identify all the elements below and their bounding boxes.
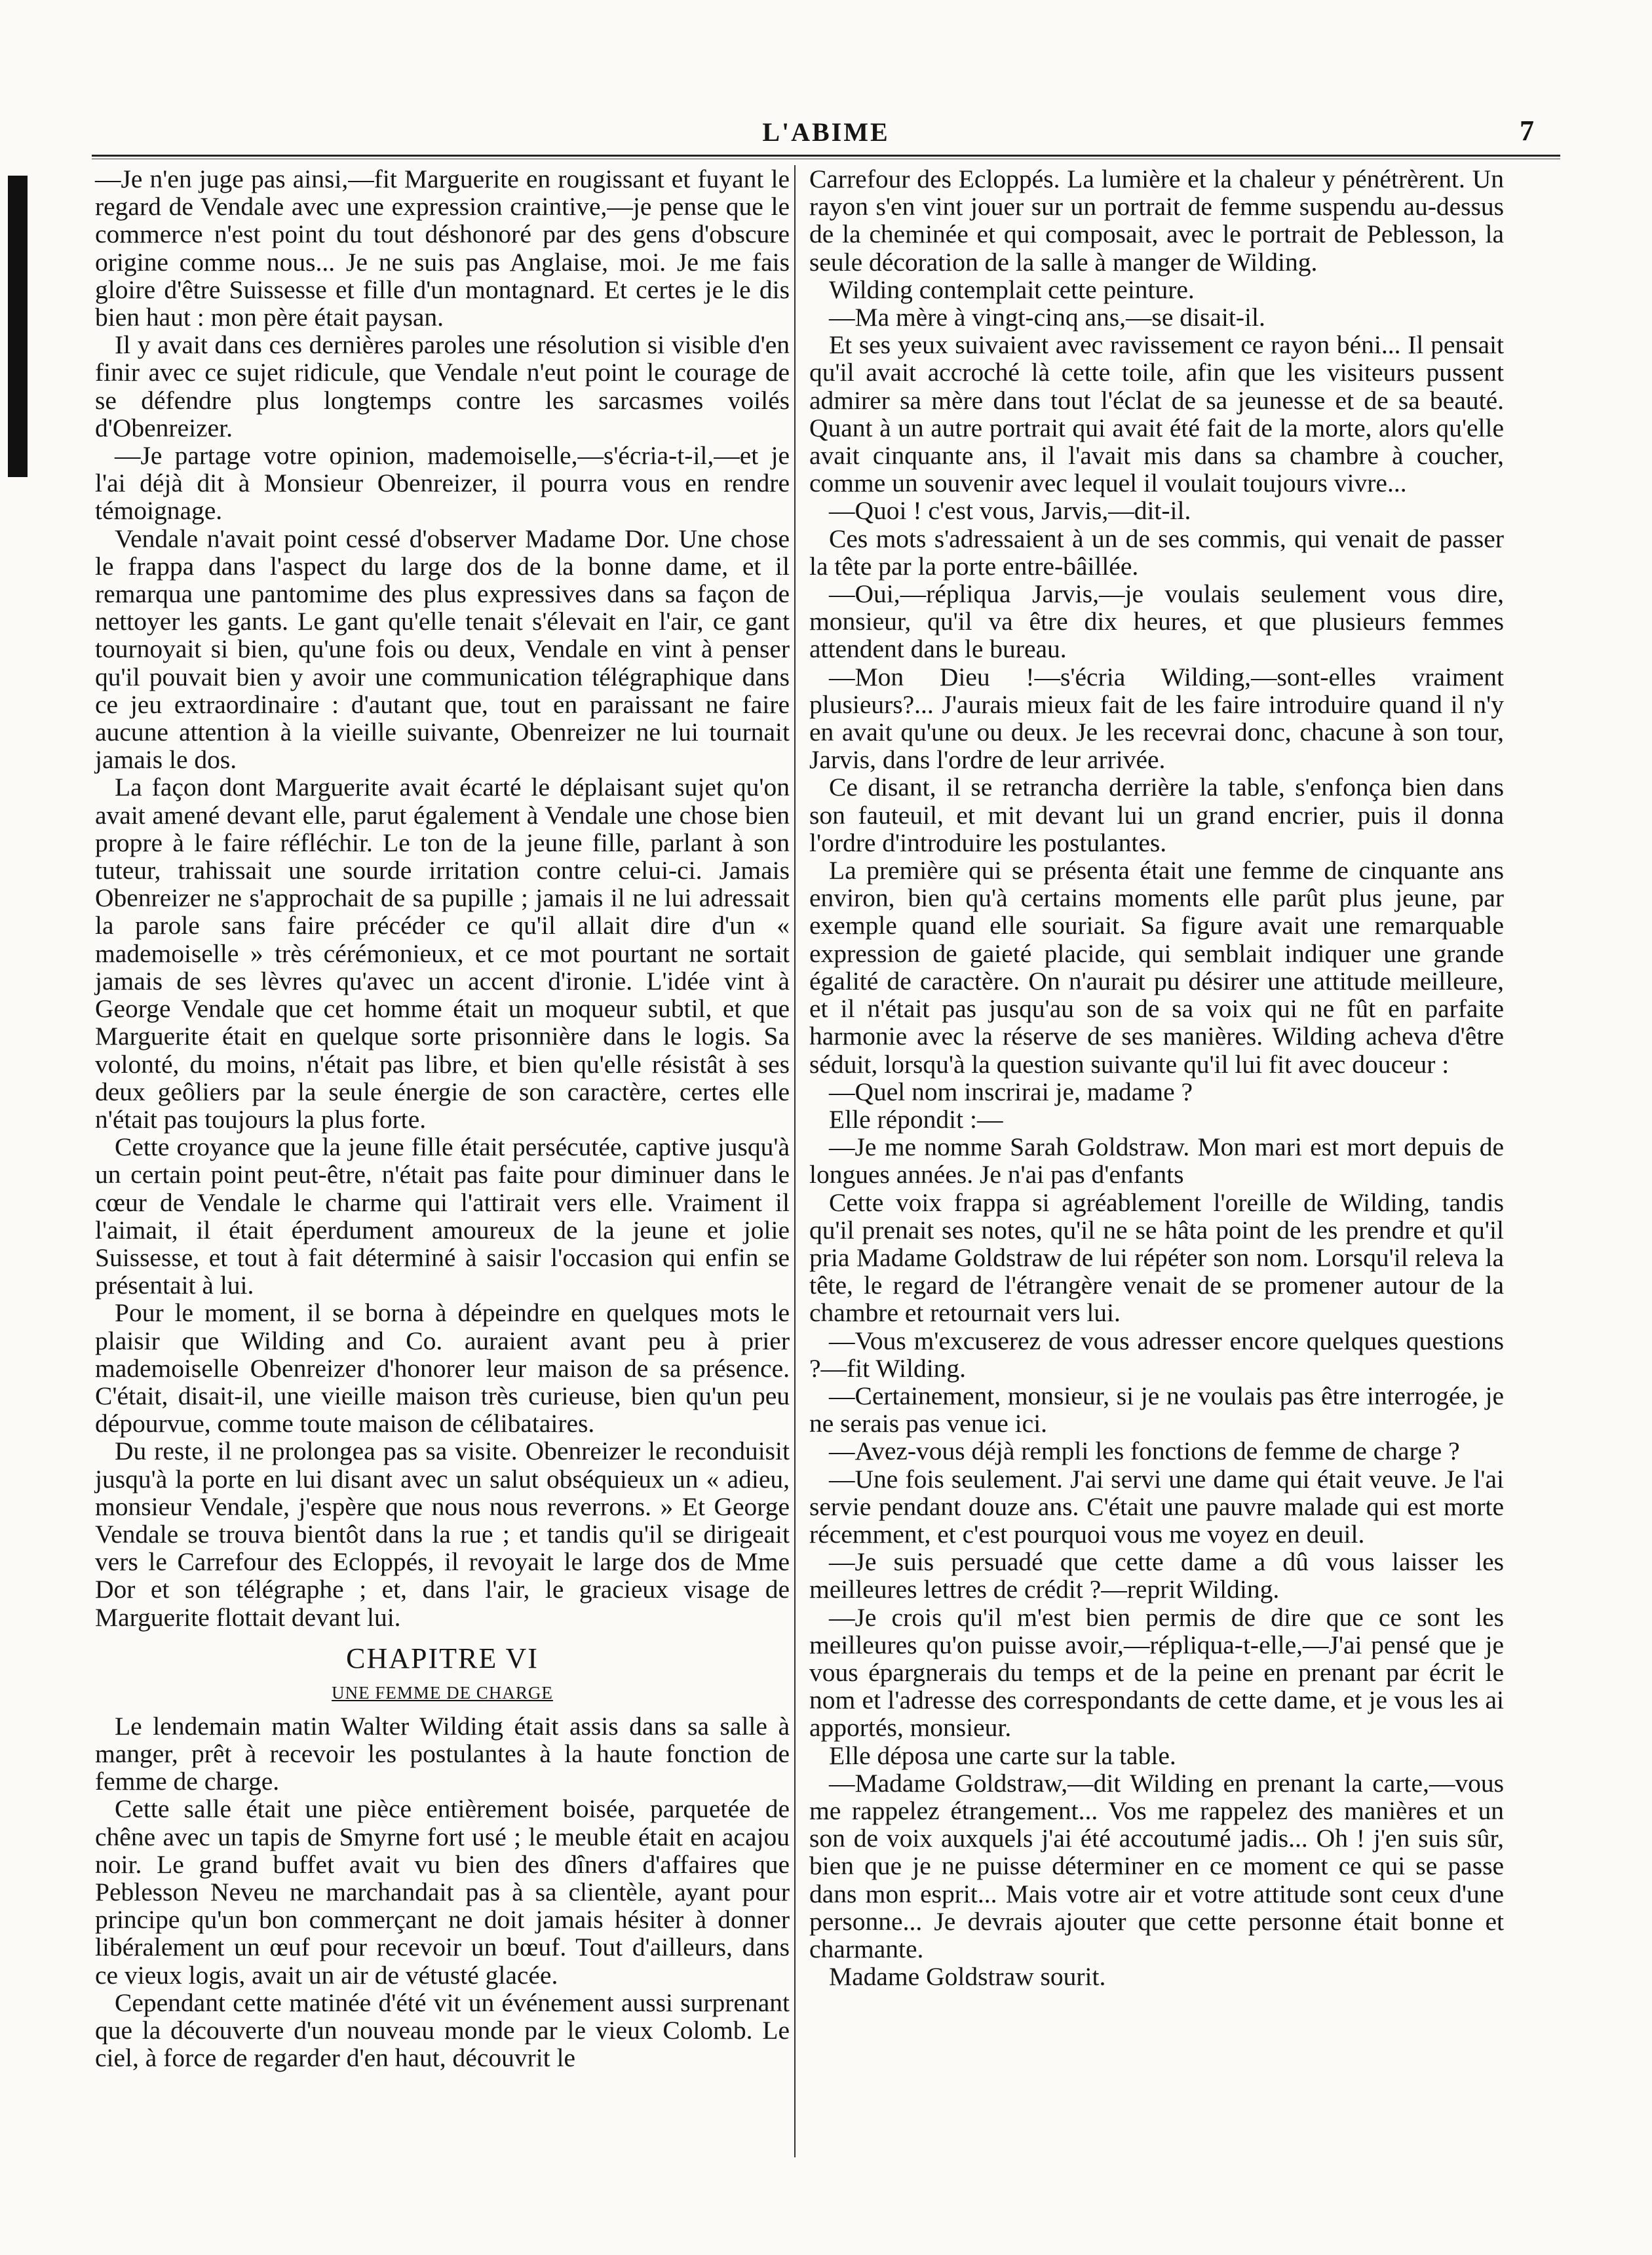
paragraph: Cependant cette matinée d'été vit un événement aussi surprenant que la découverte d'un nouveau monde par le vieux Colomb. Le ciel, à force de regarder d'en haut, découvrit le (95, 1988, 790, 2073)
paragraph: —Oui,—répliqua Jarvis,—je voulais seulement vous dire, monsieur, qu'il va être dix heures, et que plusieurs femmes attendent dans le bureau. (809, 579, 1504, 664)
paragraph: —Je suis persuadé que cette dame a dû vous laisser les meilleures lettres de crédit ?—reprit Wilding. (809, 1547, 1504, 1604)
paragraph: —Je n'en juge pas ainsi,—fit Marguerite en rougissant et fuyant le regard de Vendale avec une expression craintive,—je pense que le commerce n'est point du tout déshonoré par des gens d'obscure origine comme nous... Je ne suis pas Anglaise, moi. Je me fais gloire d'être Suissesse et fille d'un montagnard. Et certes je le dis bien haut : mon père était paysan. (95, 164, 790, 332)
paragraph: —Mon Dieu !—s'écria Wilding,—sont-elles vraiment plusieurs?... J'aurais mieux fait de les faire introduire quand il n'y en avait qu'une ou deux. Je les recevrai donc, chacune à son tour, Jarvis, dans l'ordre de leur arrivée. (809, 662, 1504, 775)
paragraph: —Quel nom inscrirai je, madame ? (829, 1077, 1193, 1106)
paragraph: Cette voix frappa si agréablement l'oreille de Wilding, tandis qu'il prenait ses notes, qu'il ne se hâta point de les prendre et qu'il pria Madame Goldstraw de lui répéter son nom. Lorsqu'il releva la tête, le regard de l'étrangère venait de se promener autour de la chambre et retournait vers lui. (809, 1187, 1504, 1328)
column-divider (794, 165, 796, 2157)
paragraph: La façon dont Marguerite avait écarté le déplaisant sujet qu'on avait amené devant elle, parut également à Vendale une chose bien propre à le faire réfléchir. Le ton de la jeune fille, parlant à son tuteur, trahissait une sourde irritation contre celui-ci. Jamais Obenreizer ne s'approchait de sa pupille ; jamais il ne lui adressait la parole sans faire précéder ce qu'il allait dire d'un « mademoiselle » très cérémonieux, et ce mot pourtant ne sortait jamais de ses lèvres qu'avec un accent d'ironie. L'idée vint à George Vendale que cet homme était un moqueur subtil, et que Marguerite était en quelque sorte prisonnière dans le logis. Sa volonté, du moins, n'était pas libre, et bien qu'elle résistât à ses deux geôliers par la seule énergie de son caractère, certes elle n'était pas toujours la plus forte. (95, 773, 790, 1134)
running-title: L'ABIME (762, 117, 890, 147)
paragraph: Cette croyance que la jeune fille était persécutée, captive jusqu'à un certain point peut-être, n'était pas faite pour diminuer dans le cœur de Vendale le charme qui l'attirait vers elle. Vraiment il l'aimait, il était éperdument amoureux de la jeune et jolie Suissesse, et tout à fait déterminé à saisir l'occasion qui enfin se présentait à lui. (95, 1132, 790, 1300)
left-column (95, 165, 790, 2072)
paragraph: Ces mots s'adressaient à un de ses commis, qui venait de passer la tête par la porte entre-bâillée. (809, 524, 1504, 581)
paragraph: Pour le moment, il se borna à dépeindre en quelques mots le plaisir que Wilding and Co. auraient avant peu à prier mademoiselle Obenreizer d'honorer leur maison de sa présence. C'était, disait-il, une vieille maison très curieuse, bien qu'un peu dépourvue, comme toute maison de célibataires. (95, 1298, 790, 1438)
paragraph: —Quoi ! c'est vous, Jarvis,—dit-il. (829, 496, 1191, 526)
paragraph: Cette salle était une pièce entièrement boisée, parquetée de chêne avec un tapis de Smyrne fort usé ; le meuble était en acajou noir. Le grand buffet avait vu bien des dîners d'affaires que Peblesson Neveu ne marchandait pas à sa clientèle, ayant pour principe qu'un bon commerçant ne doit jamais hésiter à donner libéralement un œuf pour recevoir un bœuf. Tout d'ailleurs, dans ce vieux logis, avait un air de vétusté glacée. (95, 1794, 790, 1990)
paragraph: La première qui se présenta était une femme de cinquante ans environ, bien qu'à certains moments elle parût plus jeune, par exemple quand elle souriait. Sa figure avait une remarquable expression de gaieté placide, qui semblait indiquer une grande égalité de caractère. On n'aurait pu désirer une attitude meilleure, et il n'était pas jusqu'au son de sa voix qui ne fût en parfaite harmonie avec la réserve de ses manières. Wilding acheva d'être séduit, lorsqu'à la question suivante qu'il lui fit avec douceur : (809, 856, 1504, 1079)
paragraph: Ce disant, il se retrancha derrière la table, s'enfonça bien dans son fauteuil, et mit devant lui un grand encrier, puis il donna l'ordre d'introduire les postulantes. (809, 773, 1504, 857)
paragraph: —Certainement, monsieur, si je ne voulais pas être interrogée, je ne serais pas venue ici. (809, 1381, 1504, 1438)
chapter-subtitle: UNE FEMME DE CHARGE (332, 1682, 553, 1703)
paragraph: Madame Goldstraw sourit. (829, 1962, 1106, 1992)
paragraph: —Je crois qu'il m'est bien permis de dire que ce sont les meilleures qu'on puisse avoir,—répliqua-t-elle,—J'ai pensé que je vous épargnerais du temps et de la peine en prenant par écrit le nom et l'adresse des correspondants de cette dame, et je vous les ai apportés, monsieur. (809, 1602, 1504, 1743)
paragraph: Wilding contemplait cette peinture. (829, 275, 1195, 304)
right-column (809, 165, 1504, 1990)
paragraph: Du reste, il ne prolongea pas sa visite. Obenreizer le reconduisit jusqu'à la porte en lui disant avec un salut obséquieux un « adieu, monsieur Vendale, j'espère que nous nous reverrons. » Et George Vendale se trouva bientôt dans la rue ; et tandis qu'il se dirigeait vers le Carrefour des Ecloppés, il revoyait le large dos de Mme Dor et son télégraphe ; et, dans l'air, le gracieux visage de Marguerite flottait devant lui. (95, 1436, 790, 1632)
paragraph: Elle répondit :— (829, 1104, 1003, 1134)
header-rule (92, 155, 1560, 159)
paragraph: Il y avait dans ces dernières paroles une résolution si visible d'en finir avec ce sujet ridicule, que Vendale n'eut point le courage de se défendre plus longtemps contre les sarcasmes voilés d'Obenreizer. (95, 330, 790, 442)
paragraph: —Vous m'excuserez de vous adresser encore quelques questions ?—fit Wilding. (809, 1326, 1504, 1383)
paragraph: —Je partage votre opinion, mademoiselle,—s'écria-t-il,—et je l'ai déjà dit à Monsieur Obenreizer, il pourra vous en rendre témoignage. (95, 441, 790, 526)
paragraph: —Madame Goldstraw,—dit Wilding en prenant la carte,—vous me rappelez étrangement... Vos me rappelez des manières et un son de voix auxquels j'ai été accoutumé jadis... Oh ! j'en suis sûr, bien que je ne puisse déterminer en ce moment ce qui se passe dans mon esprit... Mais votre air et votre attitude sont ceux d'une personne... Je devrais ajouter que cette personne était bonne et charmante. (809, 1768, 1504, 1963)
paragraph: —Je me nomme Sarah Goldstraw. Mon mari est mort depuis de longues années. Je n'ai pas d'enfants (809, 1132, 1504, 1189)
paragraph: Carrefour des Ecloppés. La lumière et la chaleur y pénétrèrent. Un rayon s'en vint jouer sur un portrait de femme suspendu au-dessus de la cheminée et qui composait, avec le portrait de Peblesson, la seule décoration de la salle à manger de Wilding. (809, 164, 1504, 277)
paragraph: —Ma mère à vingt-cinq ans,—se disait-il. (829, 303, 1265, 332)
margin-rule (8, 176, 28, 477)
page-header (92, 117, 1560, 156)
paragraph: Vendale n'avait point cessé d'observer Madame Dor. Une chose le frappa dans l'aspect du large dos de la bonne dame, et il remarqua une pantomime des plus expressives dans sa façon de nettoyer les gants. Le gant qu'elle tenait s'élevait en l'air, ce gant tournoyait si bien, qu'une fois ou deux, Vendale en vint à penser qu'il pouvait bien y avoir une communication télégraphique dans ce jeu extraordinaire : d'autant que, tout en paraissant ne faire aucune attention à la vieille suivante, Obenreizer ne lui tournait jamais le dos. (95, 524, 790, 775)
paragraph: —Avez-vous déjà rempli les fonctions de femme de charge ? (829, 1436, 1460, 1466)
chapter-heading: CHAPITRE VI (346, 1642, 539, 1674)
paragraph: Et ses yeux suivaient avec ravissement ce rayon béni... Il pensait qu'il avait accroché là cette toile, afin que les visiteurs pussent admirer sa mère dans tout l'éclat de sa jeunesse et de sa beauté. Quant à un autre portrait qui avait été fait de la morte, alors qu'elle avait cinquante ans, il l'avait mis dans sa chambre à coucher, comme un souvenir avec lequel il voulait toujours vivre... (809, 330, 1504, 498)
paragraph: Elle déposa une carte sur la table. (829, 1741, 1176, 1770)
paragraph: Le lendemain matin Walter Wilding était assis dans sa salle à manger, prêt à recevoir les postulantes à la haute fonction de femme de charge. (95, 1711, 790, 1796)
page-number: 7 (1520, 115, 1534, 147)
paragraph: —Une fois seulement. J'ai servi une dame qui était veuve. Je l'ai servie pendant douze ans. C'était une pauvre malade qui est morte récemment, et c'est pourquoi vous me voyez en deuil. (809, 1464, 1504, 1549)
